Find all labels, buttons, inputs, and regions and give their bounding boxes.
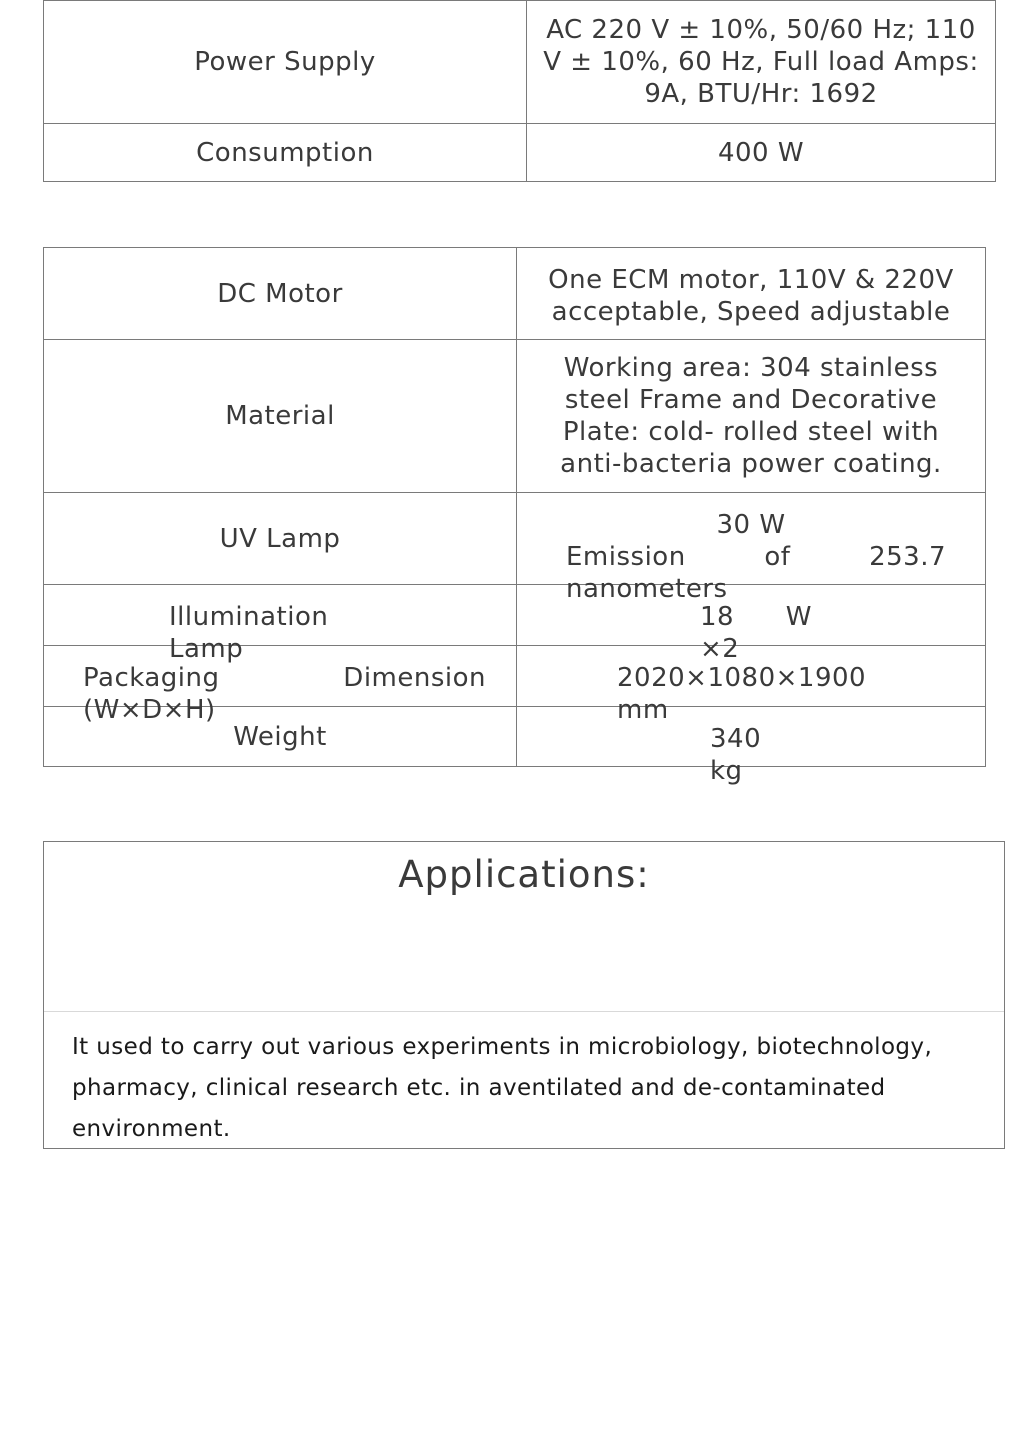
spec-value: 18 W ×2 (700, 602, 812, 664)
spec-label-cell (44, 1, 527, 124)
spec-value-cell (517, 248, 986, 340)
spec-value-line: Emission of 253.7 nanometers (566, 542, 946, 604)
spec-label: Consumption (196, 137, 374, 168)
spec-value-cell (517, 340, 986, 493)
table-row (44, 248, 986, 340)
spec-value: AC 220 V ± 10%, 50/60 Hz; 110 V ± 10%, 60 Hz, Full load Amps: 9A, BTU/Hr: 1692 (543, 15, 979, 109)
spec-table-details (43, 247, 986, 786)
table-row (44, 124, 996, 182)
table-row (44, 493, 986, 585)
spec-value-line: 30 W (716, 510, 786, 540)
table-row (44, 585, 986, 646)
spec-label: UV Lamp (219, 523, 341, 554)
spec-value: 2020×1080×1900 mm (617, 663, 867, 725)
applications-text: It used to carry out various experiments in microbiology, biotechnology, pharmacy, clinical research etc. in aventilated and de-contaminated environment. (72, 1034, 933, 1142)
spec-label: Power Supply (194, 47, 376, 77)
spec-label: DC Motor (217, 278, 343, 309)
spec-value-cell (517, 646, 986, 725)
spec-value-cell (517, 493, 986, 604)
table-row (44, 1, 996, 124)
spec-value-cell (527, 1, 996, 124)
spec-table-power (43, 0, 996, 182)
spec-value-cell (527, 124, 996, 182)
spec-label: Illumination Lamp (169, 602, 329, 664)
spec-label-cell (44, 585, 517, 664)
applications-title: Applications: (44, 842, 1004, 1012)
spec-value-cell (517, 707, 986, 786)
spec-label: Weight (233, 721, 327, 752)
applications-section (43, 841, 1005, 1149)
spec-value: 400 W (717, 137, 805, 168)
table-row (44, 340, 986, 493)
spec-label: Material (225, 401, 335, 431)
spec-label-cell (44, 248, 517, 340)
spec-label-cell (44, 340, 517, 493)
spec-label-cell (44, 646, 517, 725)
spec-label-cell (44, 493, 517, 585)
spec-label: Packaging Dimension (W×D×H) (83, 663, 486, 725)
spec-value: Working area: 304 stainless steel Frame and Decorative Plate: cold- rolled steel with anti-bacteria power coating. (560, 353, 942, 479)
spec-label-cell (44, 124, 527, 182)
spec-value: 340 kg (710, 724, 762, 786)
spec-value: One ECM motor, 110V & 220V acceptable, Speed adjustable (548, 265, 954, 327)
